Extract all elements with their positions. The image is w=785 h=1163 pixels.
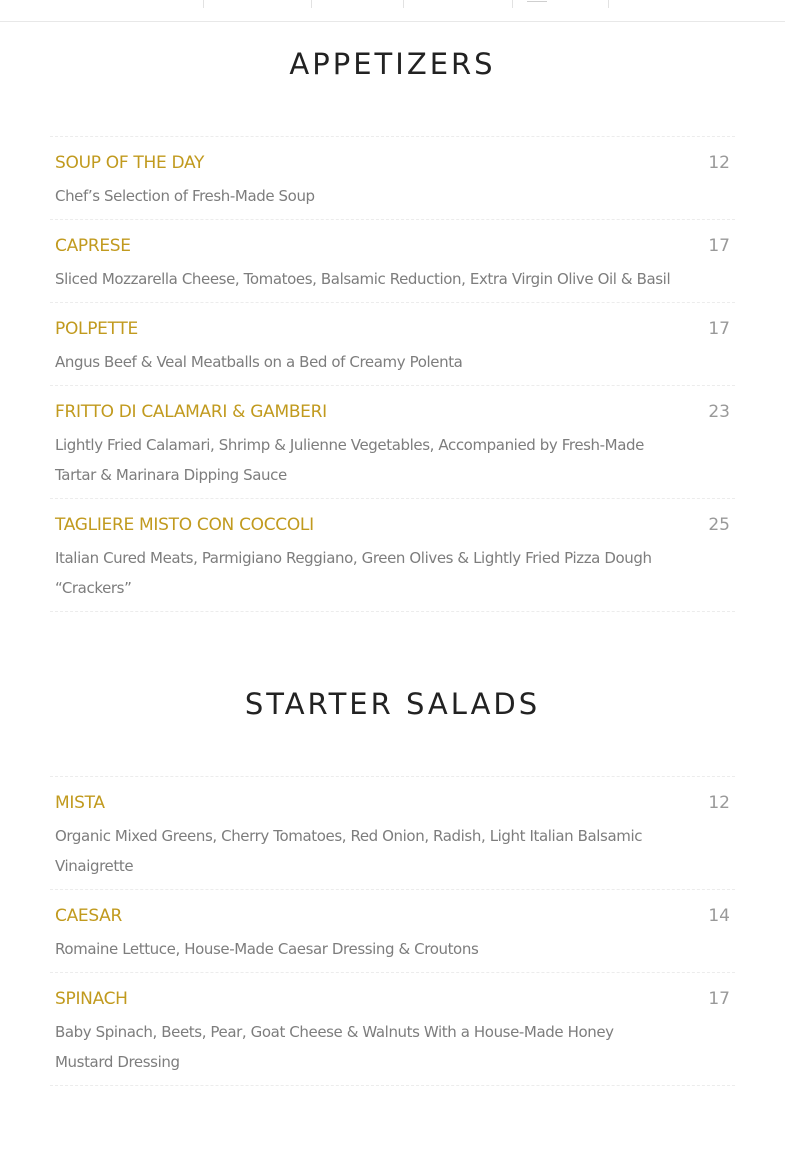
menu-item — [50, 303, 735, 386]
item-price: 17 — [708, 236, 730, 256]
item-name: CAPRESE — [55, 236, 131, 256]
item-name: CAESAR — [55, 906, 122, 926]
item-description: Chef’s Selection of Fresh-Made Soup — [55, 187, 315, 205]
menu-item — [50, 890, 735, 973]
menu-item — [50, 220, 735, 303]
item-description: Sliced Mozzarella Cheese, Tomatoes, Balsamic Reduction, Extra Virgin Olive Oil & Basil — [55, 270, 671, 288]
menu-item — [50, 499, 735, 612]
item-price: 17 — [708, 989, 730, 1009]
item-price: 23 — [708, 402, 730, 422]
menu-tab[interactable] — [512, 0, 513, 8]
item-name: POLPETTE — [55, 319, 138, 339]
item-price: 12 — [708, 793, 730, 813]
appetizers-list — [50, 136, 735, 612]
item-price: 25 — [708, 515, 730, 535]
menu-item — [50, 973, 735, 1086]
menu-item — [50, 777, 735, 890]
item-price: 12 — [708, 153, 730, 173]
item-name: SOUP OF THE DAY — [55, 153, 205, 173]
item-name: MISTA — [55, 793, 105, 813]
item-description: Italian Cured Meats, Parmigiano Reggiano, Green Olives & Lightly Fried Pizza Dough “Crackers” — [55, 549, 652, 597]
item-name: TAGLIERE MISTO CON COCCOLI — [55, 515, 314, 535]
menu-item — [50, 137, 735, 220]
menu-tab[interactable] — [203, 0, 204, 8]
menu-item — [50, 386, 735, 499]
section-title-appetizers: APPETIZERS — [289, 47, 496, 81]
starter-salads-list — [50, 776, 735, 1086]
item-description: Romaine Lettuce, House-Made Caesar Dressing & Croutons — [55, 940, 479, 958]
menu-tab[interactable] — [608, 0, 609, 8]
menu-tab-bar — [0, 0, 785, 22]
item-name: SPINACH — [55, 989, 128, 1009]
item-price: 14 — [708, 906, 730, 926]
item-description: Angus Beef & Veal Meatballs on a Bed of Creamy Polenta — [55, 353, 463, 371]
section-title-starter-salads: STARTER SALADS — [244, 687, 541, 721]
menu-tab[interactable] — [403, 0, 404, 8]
item-price: 17 — [708, 319, 730, 339]
menu-tab[interactable] — [311, 0, 312, 8]
item-name: FRITTO DI CALAMARI & GAMBERI — [55, 402, 327, 422]
item-description: Baby Spinach, Beets, Pear, Goat Cheese & Walnuts With a House-Made Honey Mustard Dressing — [55, 1023, 614, 1071]
item-description: Lightly Fried Calamari, Shrimp & Julienne Vegetables, Accompanied by Fresh-Made Tartar & Marinara Dipping Sauce — [55, 436, 644, 484]
item-description: Organic Mixed Greens, Cherry Tomatoes, Red Onion, Radish, Light Italian Balsamic Vinaigrette — [55, 827, 643, 875]
